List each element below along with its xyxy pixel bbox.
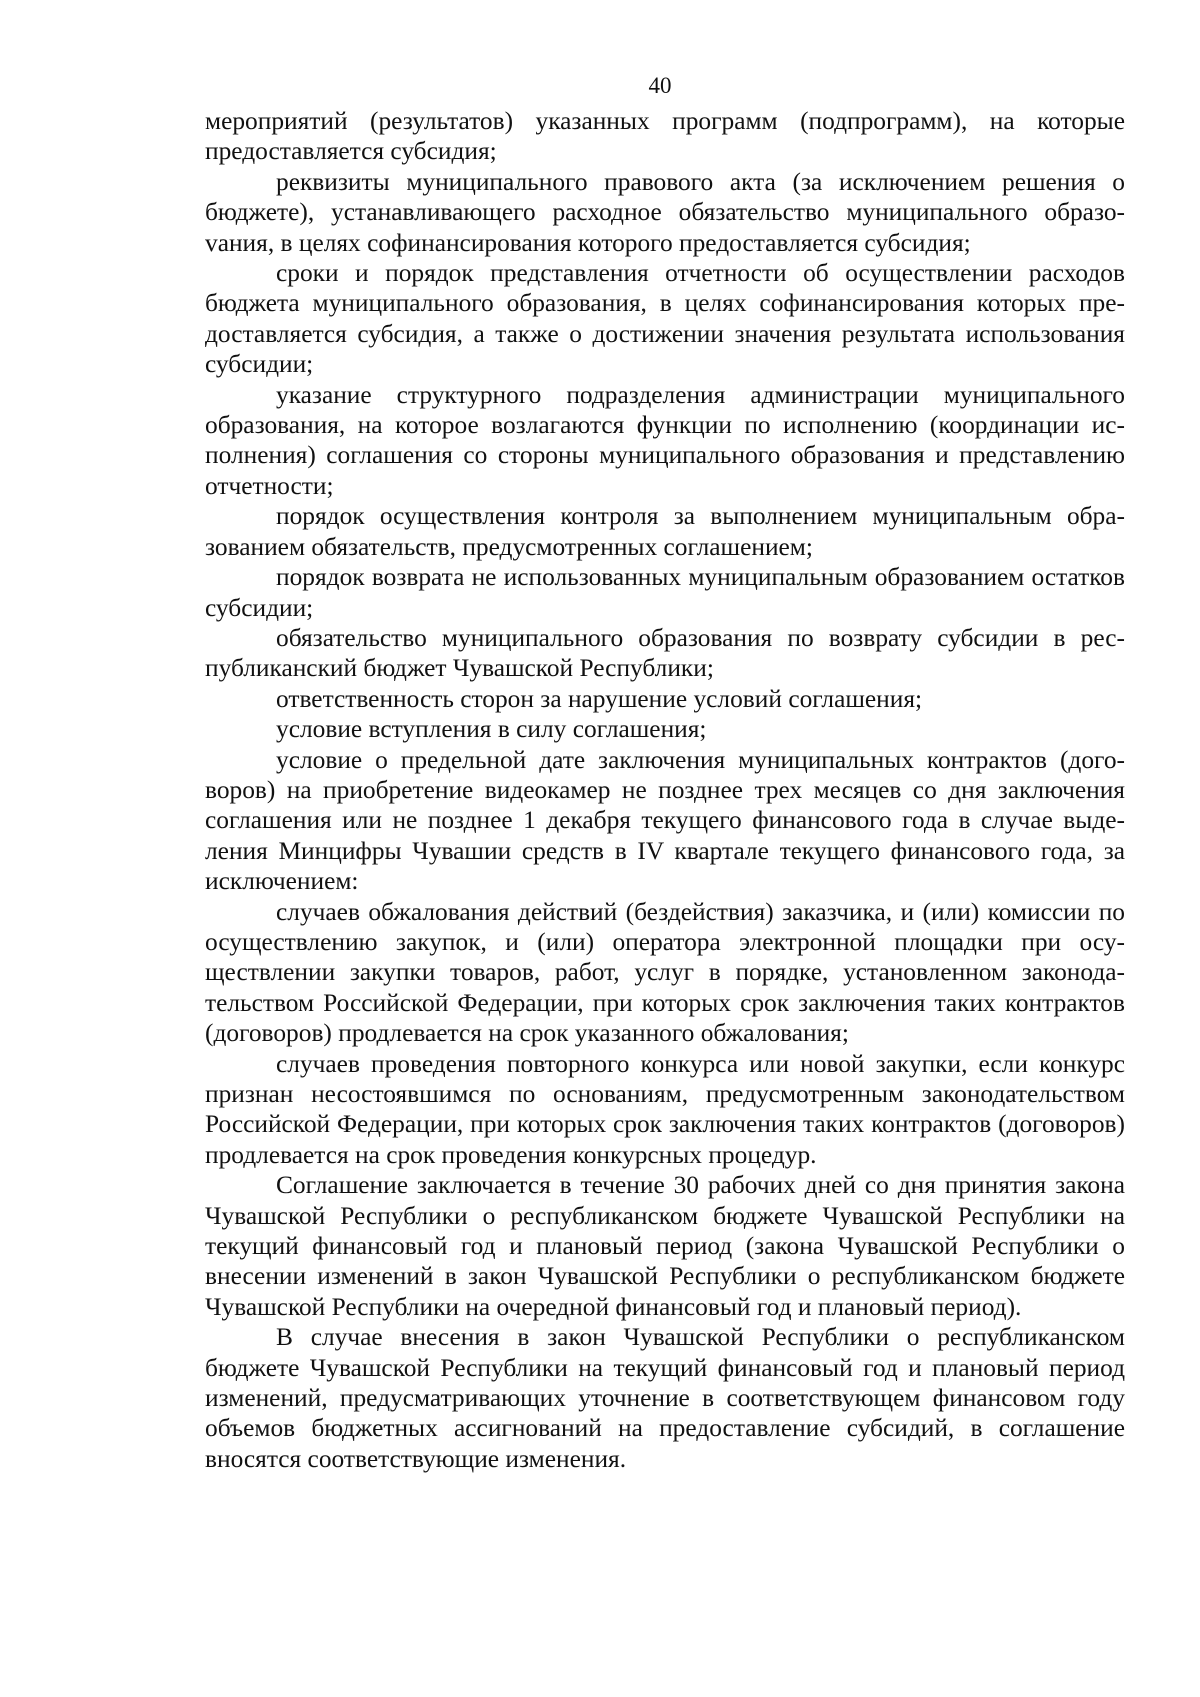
paragraph-agreement-conclusion: Соглашение заключается в течение 30 рабочих дней со дня принятия закона Чувашской Республики о республиканском бюджете Чувашской Республики на текущий финансовый год и плановый период (закона Чувашской Республики о внесении изменений в закон Чувашской Республики о республиканском бюджете Чувашской Республики на очередной финансовый год и плановый период). — [205, 1171, 1125, 1321]
paragraph-reporting-deadlines: сроки и порядок представления отчетности об осуществлении расходов бюджета муниципального образования, в целях софинансирования которых предоставляется субсидия, а также о достижении значения результата использования субсидии; — [205, 259, 1125, 379]
paragraph-repeat-tender-cases: случаев проведения повторного конкурса или новой закупки, если конкурс признан несостоявшимся по основаниям, предусмотренным законодательством Российской Федерации, при которых срок заключения таких контрактов (договоров) продлевается на срок проведения конкурсных процедур. — [205, 1049, 1125, 1169]
paragraph-return-obligation: обязательство муниципального образования по возврату субсидии в республиканский бюджет Чувашской Республики; — [205, 623, 1125, 683]
paragraph-return-procedure: порядок возврата не использованных муниципальным образованием остатков субсидии; — [205, 563, 1125, 622]
paragraph-requisites: реквизиты муниципального правового акта (за исключением решения о бюджете), устанавливающего расходное обязательство муниципального образоvания, в целях софинансирования которого предоставляется субсидия; — [205, 167, 1125, 257]
paragraph-entry-into-force: условие вступления в силу соглашения; — [276, 715, 707, 744]
paragraph-continuation: мероприятий (результатов) указанных программ (подпрограмм), на которые предоставляется субсидия; — [205, 107, 1125, 166]
document-body — [205, 106, 1125, 1474]
paragraph-appeal-cases: случаев обжалования действий (бездействия) заказчика, и (или) комиссии по осуществлению закупок, и (или) оператора электронной площадки при осуществлении закупки товаров, работ, услуг в порядке, установленном законодательством Российской Федерации, при которых срок заключения таких контрактов (договоров) продлевается на срок указанного обжалования; — [205, 897, 1125, 1048]
paragraph-control-procedure: порядок осуществления контроля за выполнением муниципальным образованием обязательств, предусмотренных соглашением; — [205, 502, 1125, 561]
paragraph-amendments: В случае внесения в закон Чувашской Республики о республиканском бюджете Чувашской Республики на текущий финансовый год и плановый период изменений, предусматривающих уточнение в соответствующем финансовом году объемов бюджетных ассигнований на предоставление субсидий, в соглашение вносятся соответствующие изменения. — [205, 1323, 1125, 1473]
page-number: 40 — [648, 73, 672, 98]
paragraph-contract-deadline: условие о предельной дате заключения муниципальных контрактов (договоров) на приобретение видеокамер не позднее трех месяцев со дня заключения соглашения или не позднее 1 декабря текущего финансового года в случае выделения Минцифры Чувашии средств в IV квартале текущего финансового года, за исключением: — [205, 745, 1125, 896]
paragraph-structural-unit: указание структурного подразделения администрации муниципального образования, на которое возлагаются функции по исполнению (координации исполнения) соглашения со стороны муниципального образования и представлению отчетности; — [205, 380, 1125, 500]
paragraph-responsibility: ответственность сторон за нарушение условий соглашения; — [276, 684, 923, 713]
